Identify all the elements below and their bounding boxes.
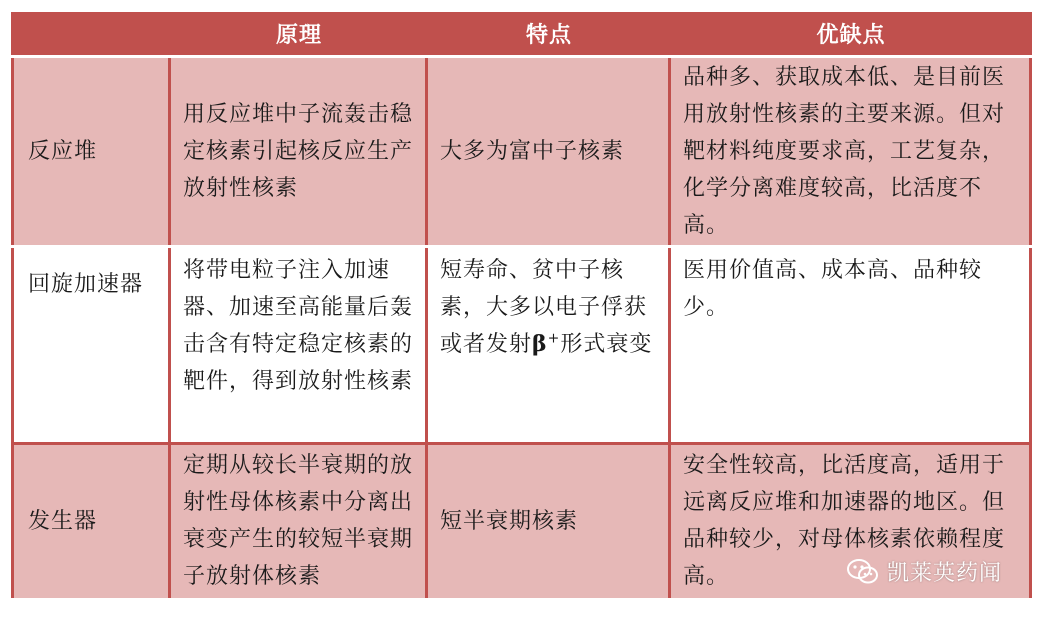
cell-principle-reactor: 用反应堆中子流轰击稳定核素引起核反应生产放射性核素 — [170, 57, 427, 247]
header-principle: 原理 — [170, 14, 427, 57]
feature-text-cyclotron-tail: 形式衰变 — [560, 332, 653, 358]
header-pros-cons: 优缺点 — [670, 14, 1031, 57]
cell-feature-reactor: 大多为富中子核素 — [427, 57, 670, 247]
watermark-text: 凯莱英药闻 — [886, 561, 1002, 586]
cell-feature-cyclotron — [427, 247, 670, 443]
cell-pros-cons-reactor: 品种多、获取成本低、是目前医用放射性核素的主要来源。但对靶材料纯度要求高，工艺复杂，化学分离难度较高，比活度不高。 — [670, 57, 1031, 247]
header-empty — [13, 14, 170, 57]
feature-text-cyclotron: 短寿命、贫中子核素，大多以电子俘获或者发射 — [440, 258, 648, 358]
cell-principle-cyclotron: 将带电粒子注入加速器、加速至高能量后轰击含有特定稳定核素的靶件，得到放射性核素 — [170, 247, 427, 443]
row-name-cyclotron: 回旋加速器 — [13, 247, 170, 443]
cell-pros-cons-cyclotron: 医用价值高、成本高、品种较少。 — [670, 247, 1031, 443]
cell-pros-cons-generator: 安全性较高，比活度高，适用于远离反应堆和加速器的地区。但品种较少，对母体核素依赖程度高。 — [670, 443, 1031, 599]
row-name-reactor: 反应堆 — [13, 57, 170, 247]
header-feature: 特点 — [427, 14, 670, 57]
watermark — [847, 556, 1002, 587]
row-name-generator: 发生器 — [13, 443, 170, 599]
wechat-icon — [847, 558, 879, 586]
cell-principle-generator: 定期从较长半衰期的放射性母体核素中分离出衰变产生的较短半衰期子放射体核素 — [170, 443, 427, 599]
isotope-production-table — [11, 12, 1032, 601]
beta-symbol: β — [532, 331, 548, 358]
comparison-table-container — [11, 12, 1029, 601]
cell-feature-generator: 短半衰期核素 — [427, 443, 670, 599]
header-row — [13, 14, 1031, 57]
table-row-cyclotron — [13, 247, 1031, 443]
beta-plus-sup: + — [547, 331, 561, 348]
table-row-reactor — [13, 57, 1031, 247]
